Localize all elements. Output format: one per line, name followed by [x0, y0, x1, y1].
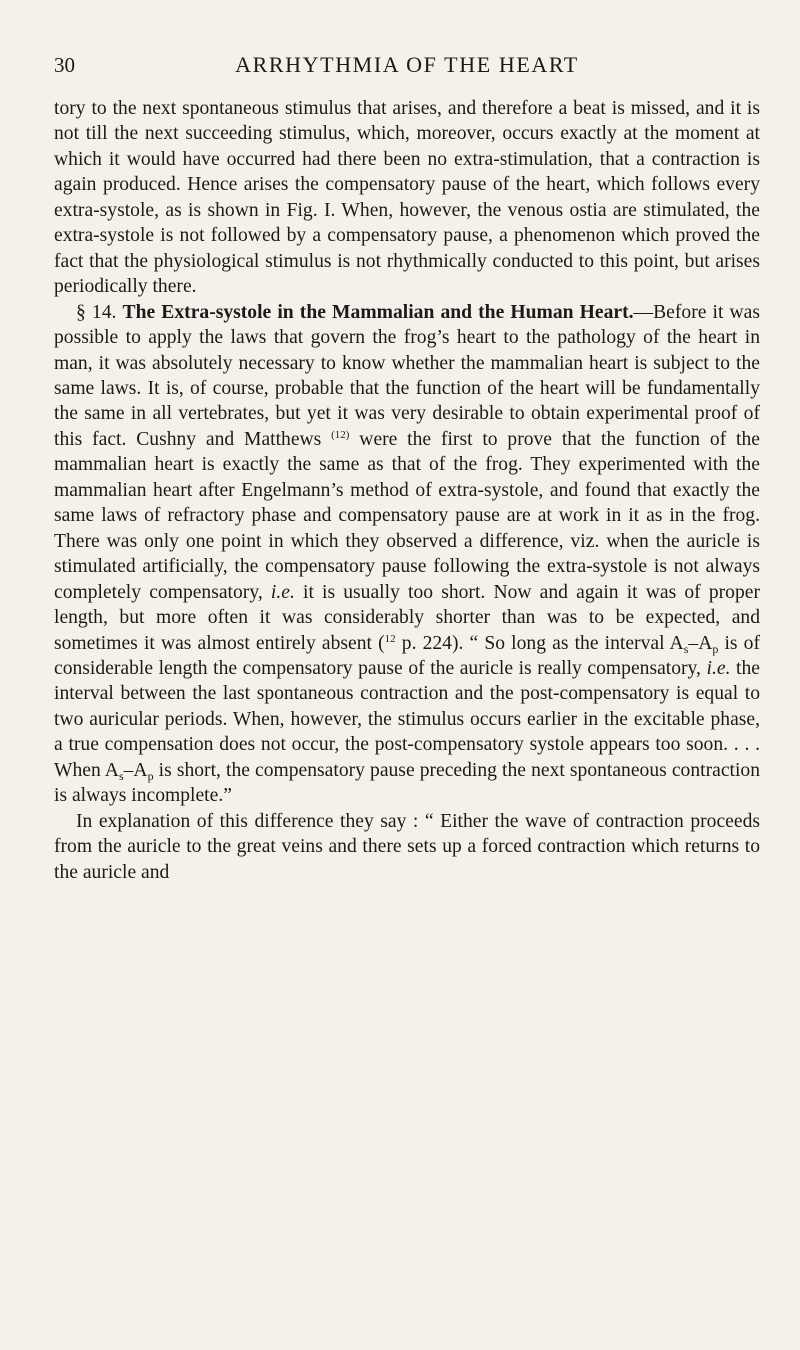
subscript-s: s: [683, 641, 689, 656]
abbreviation-ie: i.e.: [706, 657, 731, 679]
text-segment: is of considerable length the compensatory pause of the auricle is really compensatory,: [54, 632, 761, 679]
page-header: [54, 52, 760, 92]
subscript-p: p: [147, 768, 154, 783]
citation-ref: 12: [384, 632, 396, 645]
running-title: ARRHYTHMIA OF THE HEART: [235, 52, 579, 77]
text-segment: –A: [688, 632, 713, 654]
subscript-s: s: [118, 768, 124, 783]
text-segment: were the first to prove that the function of the mammalian heart is exactly the same as that of the frog. They experimented with the mammalian heart after Engelmann’s method of extra-systole, and found that exactly the same laws of refractory phase and compensatory pause are at work in it as in the frog. There was only one point in which they observed a difference, viz. when the auricle is stimulated artificially, the compensatory pause following the extra-systole is not always completely compensatory,: [54, 428, 760, 603]
section-heading: The Extra-systole in the Mammalian and the Human Heart.: [122, 301, 634, 323]
text-segment: the interval between the last spontaneous contraction and the post-compensatory is equal to two auricular periods. When, however, the stimulus occurs earlier in the excitable phase, a true compensation does not occur, the post-compensatory systole appears too soon. . . . When A: [54, 657, 760, 781]
body-text: [54, 96, 760, 885]
book-page: [54, 52, 760, 885]
subscript-p: p: [712, 641, 719, 656]
text-segment: —Before it was possible to apply the laws that govern the frog’s heart to the pathology of the heart in man, it was absolutely necessary to know whether the mammalian heart is subject to the same laws. It is, of course, probable that the function of the heart will be fundamentally the same in all vertebrates, but yet it was very desirable to obtain experimental proof of this fact. Cushny and Matthews: [54, 301, 761, 450]
text-segment: p. 224). “ So long as the interval A: [401, 632, 684, 654]
abbreviation-ie: i.e.: [270, 581, 295, 603]
text-segment: is short, the compensatory pause preceding the next spontaneous contraction is always incomplete.”: [54, 759, 760, 807]
paragraph-continuation: tory to the next spontaneous stimulus that arises, and therefore a beat is missed, and it is not till the next succeeding stimulus, which, moreover, occurs exactly at the moment at which it would have occurred had there been no extra-stimulation, that a contraction is again produced. Hence arises the compensatory pause of the heart, which follows every extra-systole, as is shown in Fig. I. When, however, the venous ostia are stimulated, the extra-systole is not followed by a compensatory pause, a phenomenon which proved the fact that the physiological stimulus is not rhythmically conducted to this point, but arises periodically there.: [54, 98, 760, 298]
section-mark: § 14.: [76, 301, 117, 323]
paragraph-explanation: In explanation of this difference they say : “ Either the wave of contraction proceeds from the auricle to the great veins and there sets up a forced contraction which returns to the auricle and: [54, 810, 760, 883]
paragraph-section-14: [54, 300, 760, 809]
page-number: 30: [54, 53, 75, 77]
text-segment: –A: [123, 759, 148, 781]
citation-ref: (12): [331, 428, 350, 441]
text-segment: it is usually too short. Now and again it was of proper length, but more often it was considerably shorter than was to be expected, and sometimes it was almost entirely absent (: [54, 581, 760, 654]
